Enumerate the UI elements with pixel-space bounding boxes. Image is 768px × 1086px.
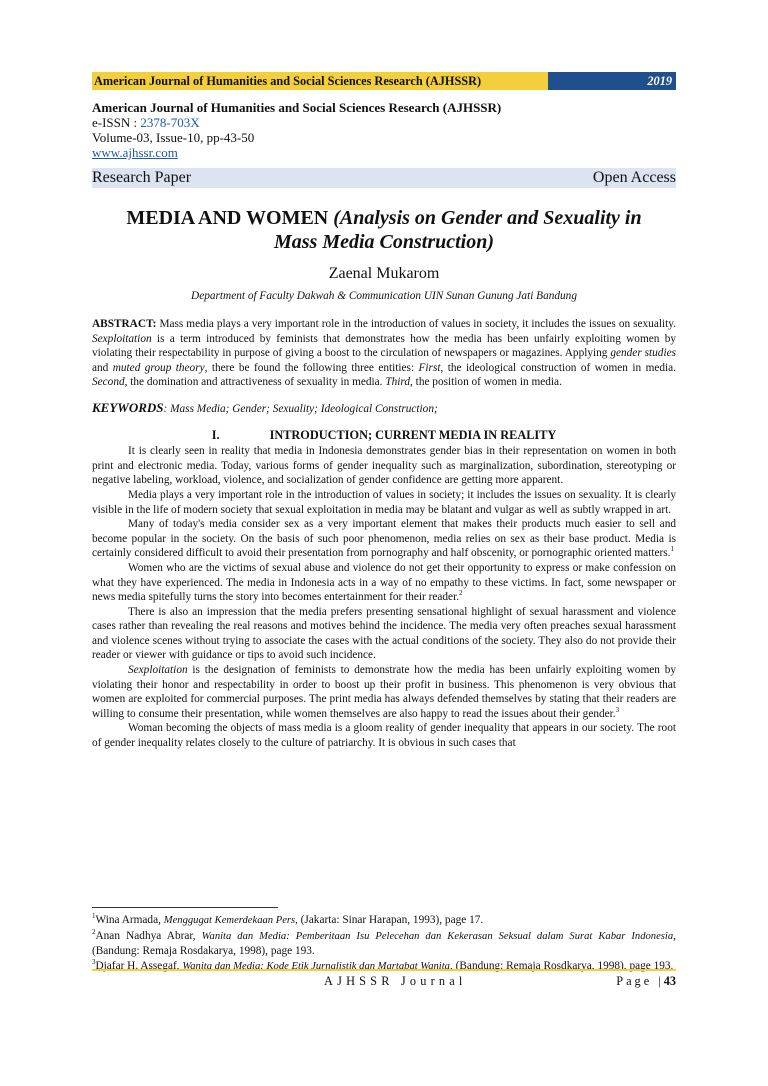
body-paragraph (92, 517, 676, 561)
footnote-title: Menggugat Kemerdekaan Pers, (163, 915, 298, 926)
running-header-year: 2019 (548, 72, 676, 90)
paper-body (92, 317, 676, 751)
paper-title (92, 206, 676, 254)
section-number: I. (211, 427, 220, 442)
footnote-text: Djafar H. Assegaf, (95, 959, 183, 972)
abstract-text: and (92, 361, 113, 374)
page-label: Page | (616, 974, 664, 988)
footnote-divider (92, 907, 278, 908)
footnote-ref[interactable]: 3 (615, 706, 620, 715)
title-main: MEDIA AND WOMEN (126, 207, 329, 229)
volume-info: Volume-03, Issue-10, pp-43-50 (92, 130, 255, 145)
body-paragraph: It is clearly seen in reality that media in Indonesia demonstrates gender bias in their representation on women in both print and electronic media. Today, various forms of gender inequality such as marginalization, subordination, stereotyping or negative labeling, workload, violence, and socialization of gender confidence are getting more apparent. (92, 445, 676, 487)
abstract-text: , the ideological construction of women in media. (440, 361, 677, 374)
section-title: INTRODUCTION; CURRENT MEDIA IN REALITY (269, 427, 557, 442)
abstract-label: ABSTRACT: (92, 318, 157, 330)
footnote-text: (Jakarta: Sinar Harapan, 1993), page 17. (297, 914, 484, 926)
section-heading (92, 428, 676, 443)
journal-name: American Journal of Humanities and Social Sciences Research (AJHSSR) (92, 100, 502, 115)
issn-label: e-ISSN : (92, 115, 141, 130)
paragraph-text: is the designation of feminists to demonstrate how the media has been unfairly exploiting women by violating their honor and respectability in order to boost up their profit in business. This phenomenon is very obvious that women are exploited for commercial purposes. The print media has always defended themselves by stating that their readers are willing to consume their presentation, while women themselves are also happy to read the issues about their gender. (92, 664, 676, 720)
page-number: 43 (663, 974, 676, 988)
abstract (92, 317, 676, 390)
abstract-text: , there be found the following three entities: (204, 361, 419, 374)
footnote-title: Wanita dan Media: Kode Etik Jurnalistik dan Martabat Wanita (182, 960, 450, 972)
body-paragraph (92, 663, 676, 721)
author-affiliation: Department of Faculty Dakwah & Communication UIN Sunan Gunung Jati Bandung (191, 290, 577, 302)
footnote-title: Wanita dan Media: Pemberitaan Isu Pelecehan dan Kekerasan Seksual dalam Surat Kabar Indonesia (201, 930, 674, 942)
footnote-number: 2 (92, 927, 96, 936)
footnote (92, 913, 676, 929)
footnotes (92, 913, 676, 974)
abstract-term: First (418, 361, 441, 374)
paragraph-term: Sexploitation (128, 664, 188, 677)
keywords-label: KEYWORDS (92, 399, 164, 415)
body-paragraph (92, 561, 676, 605)
footer-divider (92, 969, 676, 971)
body-paragraph: Media plays a very important role in the introduction of values in society; it includes the issues on sexuality. It is clearly visible in the life of modern society that sexual exploitation in media may be blatant and vulgar as well as subtly wrapped in art. (92, 488, 676, 516)
abstract-term: Second (92, 376, 125, 389)
footnote-text: Anan Nadhya Abrar, (95, 929, 202, 942)
author-name: Zaenal Mukarom (328, 265, 440, 282)
footnote (92, 929, 676, 959)
issn (92, 115, 501, 130)
footer-page (616, 973, 676, 989)
paragraph-text: Women who are the victims of sexual abuse and violence do not get their opportunity to express or make confession on what they have experienced. The media in Indonesia acts in a way of no empathy to these victims. In fact, some newspaper or news media spitefully turns the story into becomes entertainment for their reader. (92, 561, 676, 604)
title-subtitle-2: Mass Media Construction) (273, 231, 495, 253)
keywords-text: : Mass Media; Gender; Sexuality; Ideological Construction; (163, 402, 438, 415)
abstract-term: Sexploitation (92, 332, 152, 345)
abstract-text: , the position of women in media. (410, 376, 562, 389)
issn-value: 2378-703X (140, 115, 200, 130)
journal-meta (92, 100, 501, 160)
body-paragraph: Woman becoming the objects of mass media is a gloom reality of gender inequality that appears in our society. The root of gender inequality relates closely to the culture of patriarchy. It is obvious in such cases that (92, 722, 676, 750)
footnote-text: , (Bandung: Remaja Rosdakarya, 1998), page 193. (92, 929, 676, 958)
abstract-term: gender studies (610, 347, 676, 360)
footnote-text: Wina Armada, (95, 914, 164, 926)
abstract-text: , the domination and attractiveness of sexuality in media. (124, 376, 386, 389)
paper-type-bar (92, 168, 676, 188)
paragraph-text: Many of today's media consider sex as a very important element that makes their products much easier to sell and become popular in the society. On the basis of such poor phenomenon, media relies on sex as their base product. Media is certainly considered difficult to avoid their presentation from pornography and half obscenity, or pornographic oriented matters. (92, 518, 676, 560)
abstract-text: Mass media plays a very important role in the introduction of values in society, it includes the issues on sexuality. (156, 318, 676, 330)
footnote-text: , (Bandung: Remaja Rosdkarya, 1998), page 193. (449, 959, 674, 972)
keywords (92, 401, 676, 417)
footnote-number: 1 (92, 912, 96, 921)
running-header (92, 72, 676, 90)
access-type: Open Access (592, 169, 676, 186)
footnote-ref[interactable]: 1 (670, 545, 674, 554)
abstract-term: muted group theory (112, 361, 205, 374)
body-paragraph: There is also an impression that the media prefers presenting sensational highlight of sexual harassment and violence cases rather than revealing the real reasons and motives behind the incidence. The media very often preaches sexual harassment and violence scenes without trying to associate the cases with the actual conditions of the society. They also do not provide their reader or viewer with guidance or tips to avoid such incidence. (92, 605, 676, 662)
title-subtitle-1: (Analysis on Gender and Sexuality in (333, 207, 642, 229)
journal-website-link[interactable]: www.ajhssr.com (92, 145, 178, 160)
abstract-text: is a term introduced by feminists that demonstrates how the media has been unfairly exploiting women by violating their respectability in purpose of giving a boost to the circulation of newspapers or magazines. Applying (92, 332, 676, 360)
paper-type: Research Paper (92, 169, 192, 186)
abstract-term: Third (385, 376, 411, 389)
footer-journal: AJHSSR Journal (324, 974, 467, 988)
footnote-number: 3 (92, 958, 96, 967)
running-header-journal: American Journal of Humanities and Social Sciences Research (AJHSSR) (92, 72, 548, 90)
footnote-ref[interactable]: 2 (459, 589, 463, 598)
